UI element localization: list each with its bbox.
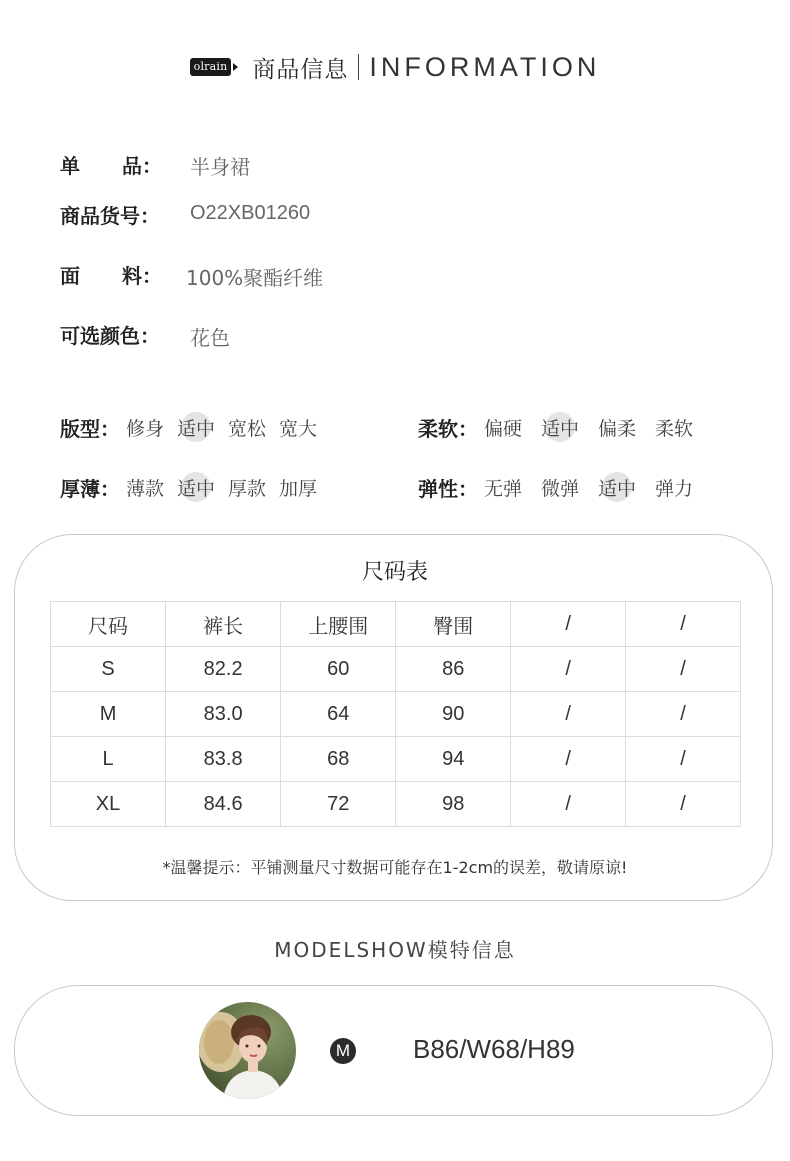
table-cell: / xyxy=(511,692,626,737)
table-cell: / xyxy=(511,737,626,782)
info-label-part: 可选颜色： xyxy=(60,324,160,348)
attr-option-selected: 适中 xyxy=(541,414,579,441)
model-avatar xyxy=(199,1002,296,1099)
table-cell: / xyxy=(626,737,741,782)
table-cell: 裤长 xyxy=(166,602,281,647)
brand-logo-text: olrain xyxy=(190,58,232,76)
table-cell: XL xyxy=(51,782,166,827)
table-cell: 尺码 xyxy=(51,602,166,647)
attr-option: 加厚 xyxy=(279,477,318,500)
table-cell: 上腰围 xyxy=(281,602,396,647)
attr-option-selected: 适中 xyxy=(177,474,215,501)
table-cell: 86 xyxy=(396,647,511,692)
table-row xyxy=(51,692,741,737)
table-cell: 90 xyxy=(396,692,511,737)
table-cell: / xyxy=(626,602,741,647)
brand-logo xyxy=(190,58,239,76)
measurement-tip: *温馨提示：平铺测量尺寸数据可能存在1-2cm的误差，敬请原谅! xyxy=(162,858,628,877)
table-cell: 94 xyxy=(396,737,511,782)
attr-option: 无弹 xyxy=(484,477,523,500)
section-header xyxy=(0,48,790,86)
table-cell: / xyxy=(511,782,626,827)
table-cell: / xyxy=(626,692,741,737)
header-title-en: INFORMATION xyxy=(369,51,601,82)
model-card xyxy=(14,985,773,1116)
table-row xyxy=(51,782,741,827)
table-cell: 臀围 xyxy=(396,602,511,647)
table-row xyxy=(51,647,741,692)
attr-label: 版型： xyxy=(60,416,120,441)
attr-label: 柔软： xyxy=(418,416,478,441)
table-cell: / xyxy=(511,602,626,647)
model-measurements: B86/W68/H89 xyxy=(413,1034,575,1064)
info-value-material: 100%聚酯纤维 xyxy=(186,266,324,290)
attr-option: 偏柔 xyxy=(598,417,637,440)
attr-option: 偏硬 xyxy=(484,417,523,440)
info-value-item: 半身裙 xyxy=(190,155,250,179)
attr-option: 薄款 xyxy=(126,477,165,500)
info-value-sku: O22XB01260 xyxy=(190,202,311,224)
attr-label: 厚薄： xyxy=(60,476,120,501)
attr-elasticity xyxy=(418,472,712,502)
attr-label: 弹性： xyxy=(418,476,478,501)
info-label-part: 品： xyxy=(122,154,162,178)
info-label-material xyxy=(60,260,162,289)
table-cell: / xyxy=(626,782,741,827)
table-cell: 60 xyxy=(281,647,396,692)
header-title-cn: 商品信息 xyxy=(252,56,349,83)
table-cell: 83.8 xyxy=(166,737,281,782)
table-cell: 84.6 xyxy=(166,782,281,827)
size-chart-title: 尺码表 xyxy=(361,560,428,585)
info-label-part: 单 xyxy=(60,154,80,178)
attr-softness xyxy=(418,412,712,442)
attr-option: 修身 xyxy=(126,417,165,440)
attr-thickness xyxy=(60,472,330,502)
table-cell: 64 xyxy=(281,692,396,737)
table-header-row xyxy=(51,602,741,647)
table-cell: 68 xyxy=(281,737,396,782)
table-cell: S xyxy=(51,647,166,692)
info-label-item xyxy=(60,150,162,179)
table-cell: / xyxy=(511,647,626,692)
header-divider xyxy=(358,54,359,80)
logo-arrow-icon xyxy=(233,63,238,71)
table-cell: 83.0 xyxy=(166,692,281,737)
model-photo-icon xyxy=(199,1002,296,1099)
attr-option-selected: 适中 xyxy=(598,474,636,501)
model-section-title: MODELSHOW模特信息 xyxy=(274,938,516,962)
info-label-color xyxy=(60,320,160,349)
table-cell: 72 xyxy=(281,782,396,827)
attr-option: 厚款 xyxy=(228,477,267,500)
attr-option: 微弹 xyxy=(541,477,580,500)
info-label-part: 料： xyxy=(122,264,162,288)
attr-option: 弹力 xyxy=(655,477,694,500)
table-cell: M xyxy=(51,692,166,737)
table-cell: 82.2 xyxy=(166,647,281,692)
attr-option-selected: 适中 xyxy=(177,414,215,441)
size-chart-table xyxy=(50,601,741,827)
table-cell: 98 xyxy=(396,782,511,827)
attr-option: 宽松 xyxy=(228,417,267,440)
model-size-badge: M xyxy=(330,1038,356,1064)
table-cell: L xyxy=(51,737,166,782)
table-row xyxy=(51,737,741,782)
table-cell: / xyxy=(626,647,741,692)
info-label-part: 商品货号： xyxy=(60,204,160,228)
attr-option: 宽大 xyxy=(279,417,318,440)
info-label-part: 面 xyxy=(60,264,80,288)
info-label-sku xyxy=(60,200,160,229)
attr-fit xyxy=(60,412,330,442)
info-value-color: 花色 xyxy=(190,326,230,350)
attr-option: 柔软 xyxy=(655,417,694,440)
